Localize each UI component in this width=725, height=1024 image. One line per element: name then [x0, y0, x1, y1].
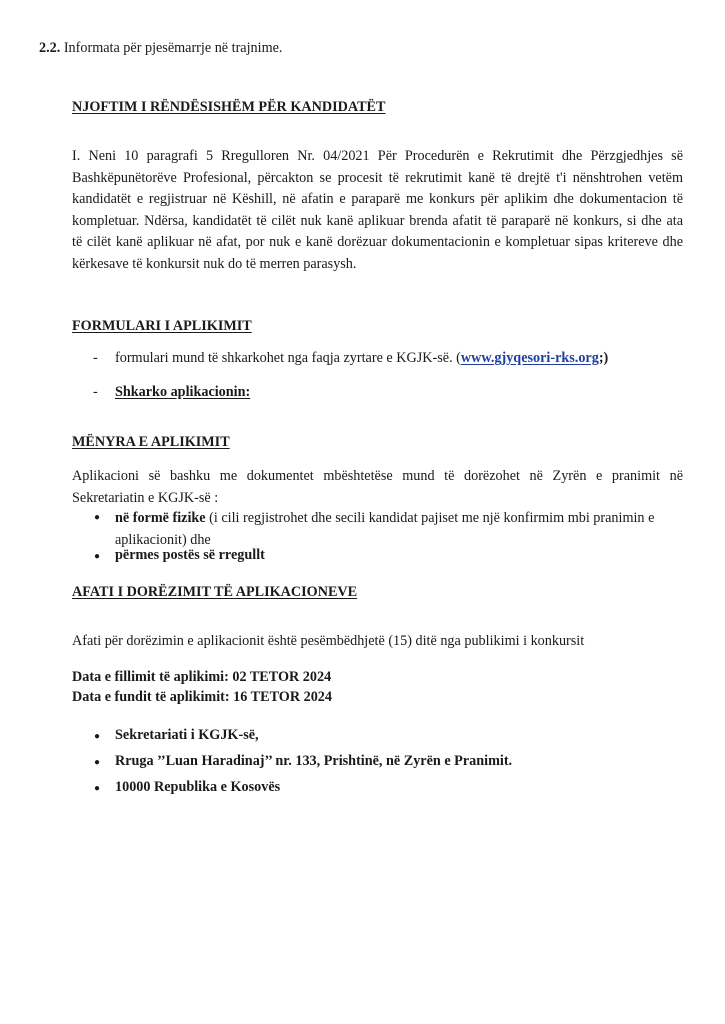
deadline-heading: AFATI I DORËZIMIT TË APLIKACIONEVE — [72, 584, 358, 600]
bullet-icon: ● — [94, 731, 101, 742]
method-bullet-post: përmes postës së rregullt — [115, 547, 265, 563]
method-intro-line: Aplikacioni së bashku me dokumentet mbështetëse mund të dorëzohet në Zyrën e pranimit në — [72, 468, 683, 484]
section-header — [39, 40, 282, 57]
notice-line: kandidatët e regjistruar në Këshill, në afatin e paraparë me konkurs për aplikim dhe dokumentacion të — [72, 191, 683, 207]
form-heading: FORMULARI I APLIKIMIT — [72, 318, 252, 334]
notice-line: të cilët kanë aplikuar në afat, por nuk e kanë dorëzuar dokumentacionin e kompletuar sipas kritereve dhe — [72, 234, 683, 250]
method-heading: MËNYRA E APLIKIMIT — [72, 434, 230, 450]
deadline-end-date: Data e fundit të aplikimit: 16 TETOR 2024 — [72, 689, 332, 705]
method-bullet-physical — [115, 508, 685, 551]
download-application-item — [115, 384, 250, 401]
form-download-text: formulari mund të shkarkohet nga faqja zyrtare e KGJK-së. ( — [115, 350, 461, 366]
method-physical-bold: në formë fizike — [115, 510, 206, 526]
notice-line: Bashkëpunëtorëve Profesional, përcakton se procesit të rekrutimit kanë të drejtë t'i nënshtrohen vetëm — [72, 169, 683, 186]
method-physical-line2: aplikacionit) dhe — [115, 531, 211, 548]
bullet-icon: ● — [94, 551, 101, 562]
address-line: 10000 Republika e Kosovës — [115, 779, 281, 795]
form-download-after: ;) — [598, 350, 609, 366]
method-intro — [72, 466, 683, 509]
notice-heading: NJOFTIM I RËNDËSISHËM PËR KANDIDATËT — [72, 99, 386, 115]
notice-line: I. Neni 10 paragrafi 5 Rregulloren Nr. 04/2021 Për Procedurën e Rekrutimit dhe Përzgjedhjes së — [72, 148, 683, 164]
address-line: Rruga ’’Luan Haradinaj’’ nr. 133, Prishtinë, në Zyrën e Pranimit. — [115, 753, 513, 769]
notice-line: kompletuar. Ndërsa, kandidatët të cilët nuk kanë aplikuar brenda afatit të paraparë në konkurs, si dhe ata — [72, 212, 683, 229]
method-physical-text: (i cili regjistrohet dhe secili kandidat pajiset me një konfirmim mbi pranimin e — [205, 510, 655, 526]
bullet-icon: ● — [94, 757, 101, 768]
section-number: 2.2. — [39, 40, 61, 56]
method-intro-line: Sekretariatin e KGJK-së : — [72, 489, 219, 506]
address-line: Sekretariati i KGJK-së, — [115, 727, 259, 743]
bullet-icon: ● — [94, 783, 101, 794]
download-application-link[interactable]: Shkarko aplikacionin: — [115, 384, 251, 400]
deadline-start-date: Data e fillimit të aplikimi: 02 TETOR 2024 — [72, 669, 332, 685]
dash-bullet: - — [93, 350, 98, 366]
dash-bullet: - — [93, 384, 98, 400]
bullet-icon: ● — [94, 512, 101, 523]
deadline-text: Afati për dorëzimin e aplikacionit është pesëmbëdhjetë (15) ditë nga publikimi i konkursit — [72, 633, 585, 649]
section-title: Informata për pjesëmarrje në trajnime. — [63, 40, 283, 56]
notice-paragraph — [72, 146, 683, 275]
notice-line: kërkesave të konkursit nuk do të merren parasysh. — [72, 255, 357, 272]
form-download-item — [115, 350, 608, 367]
website-link[interactable]: www.gjyqesori-rks.org — [460, 350, 599, 366]
